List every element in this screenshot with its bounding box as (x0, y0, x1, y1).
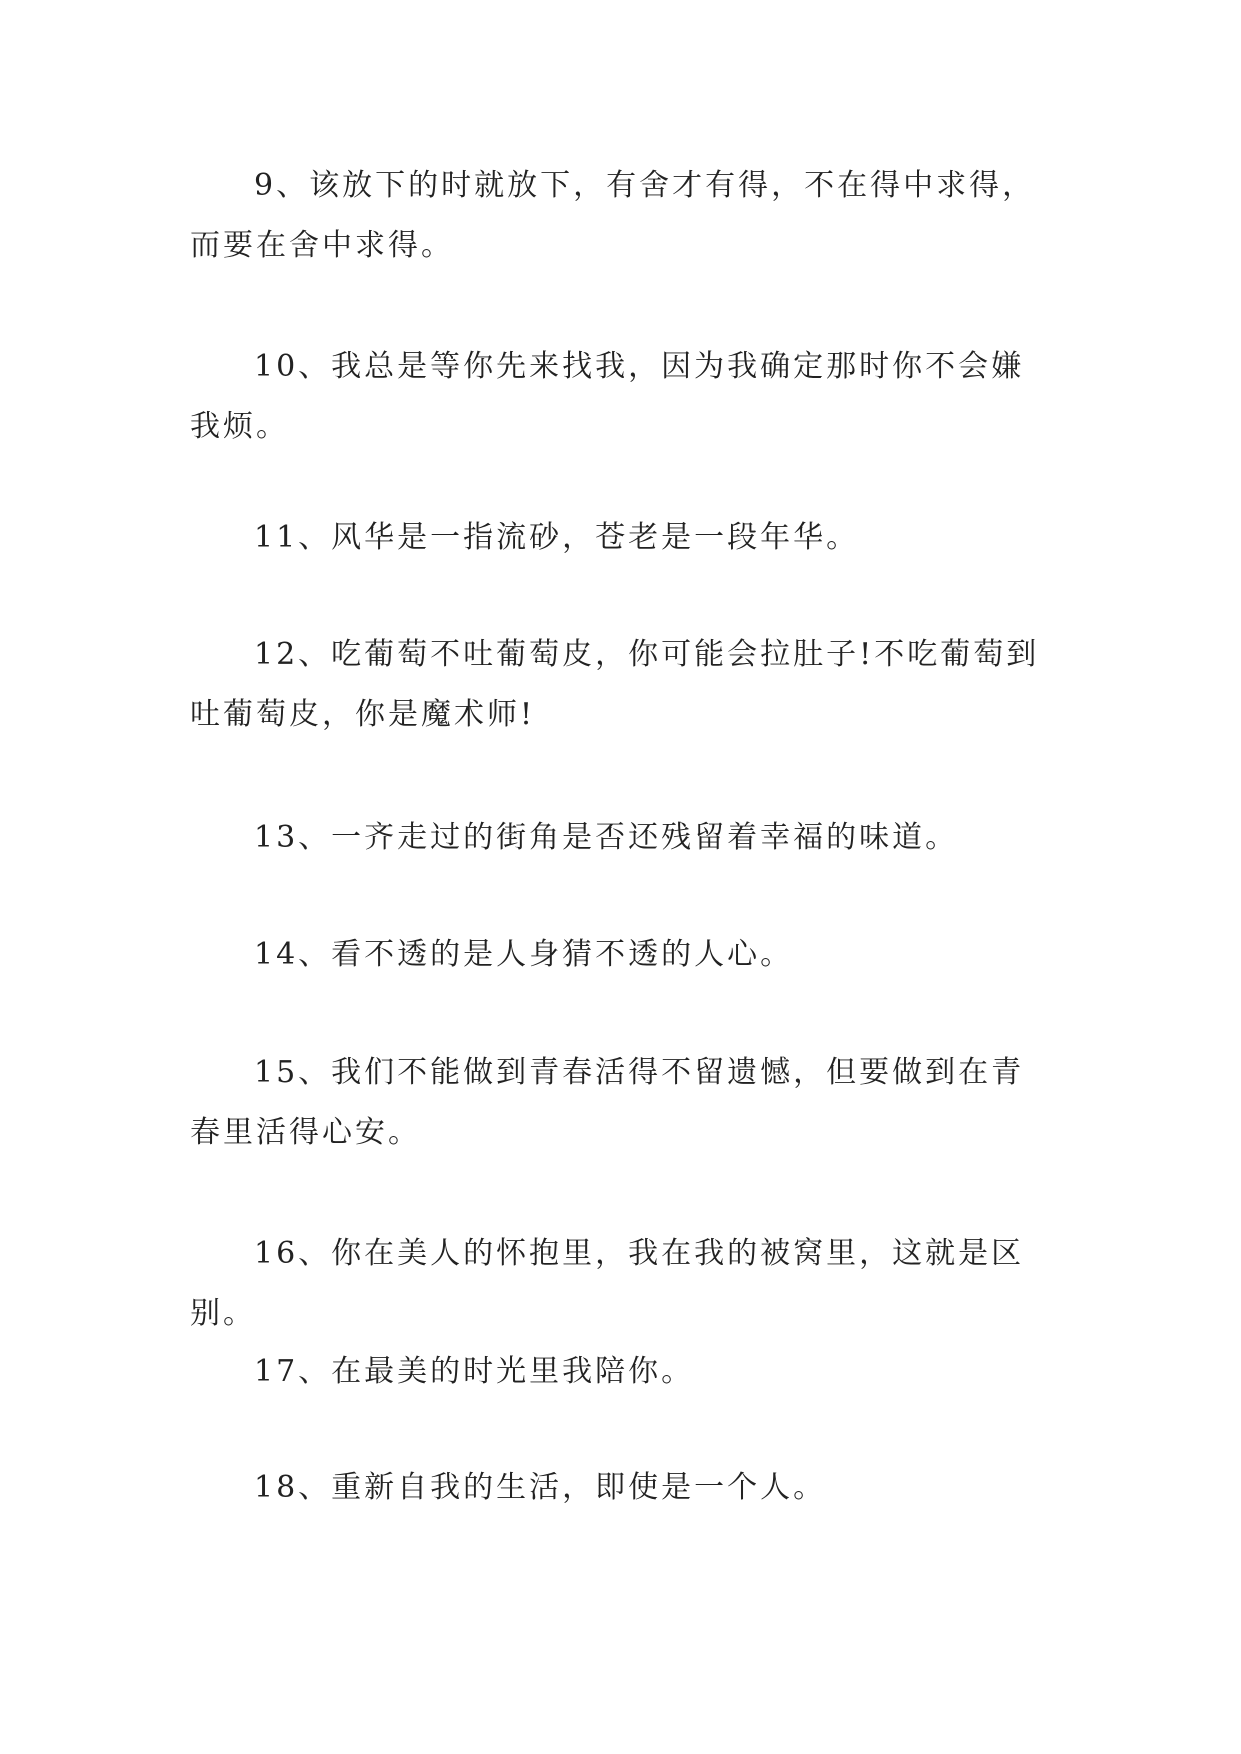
quote-paragraph-12: 12、吃葡萄不吐葡萄皮，你可能会拉肚子!不吃葡萄到吐葡萄皮，你是魔术师! (190, 637, 1040, 732)
quote-paragraph-18: 18、重新自我的生活，即使是一个人。 (254, 1470, 827, 1505)
quote-paragraph-10: 10、我总是等你先来找我，因为我确定那时你不会嫌我烦。 (190, 349, 1025, 444)
quote-paragraph-13: 13、一齐走过的街角是否还残留着幸福的味道。 (254, 820, 959, 855)
quote-paragraph-17: 17、在最美的时光里我陪你。 (254, 1354, 695, 1389)
quote-paragraph-9: 9、该放下的时就放下，有舍才有得，不在得中求得，而要在舍中求得。 (190, 168, 1036, 263)
quote-paragraph-16: 16、你在美人的怀抱里，我在我的被窝里，这就是区别。 (190, 1236, 1025, 1331)
quote-paragraph-15: 15、我们不能做到青春活得不留遗憾，但要做到在青春里活得心安。 (190, 1055, 1025, 1150)
quote-paragraph-14: 14、看不透的是人身猜不透的人心。 (254, 937, 794, 972)
quote-paragraph-11: 11、风华是一指流砂，苍老是一段年华。 (254, 520, 860, 555)
